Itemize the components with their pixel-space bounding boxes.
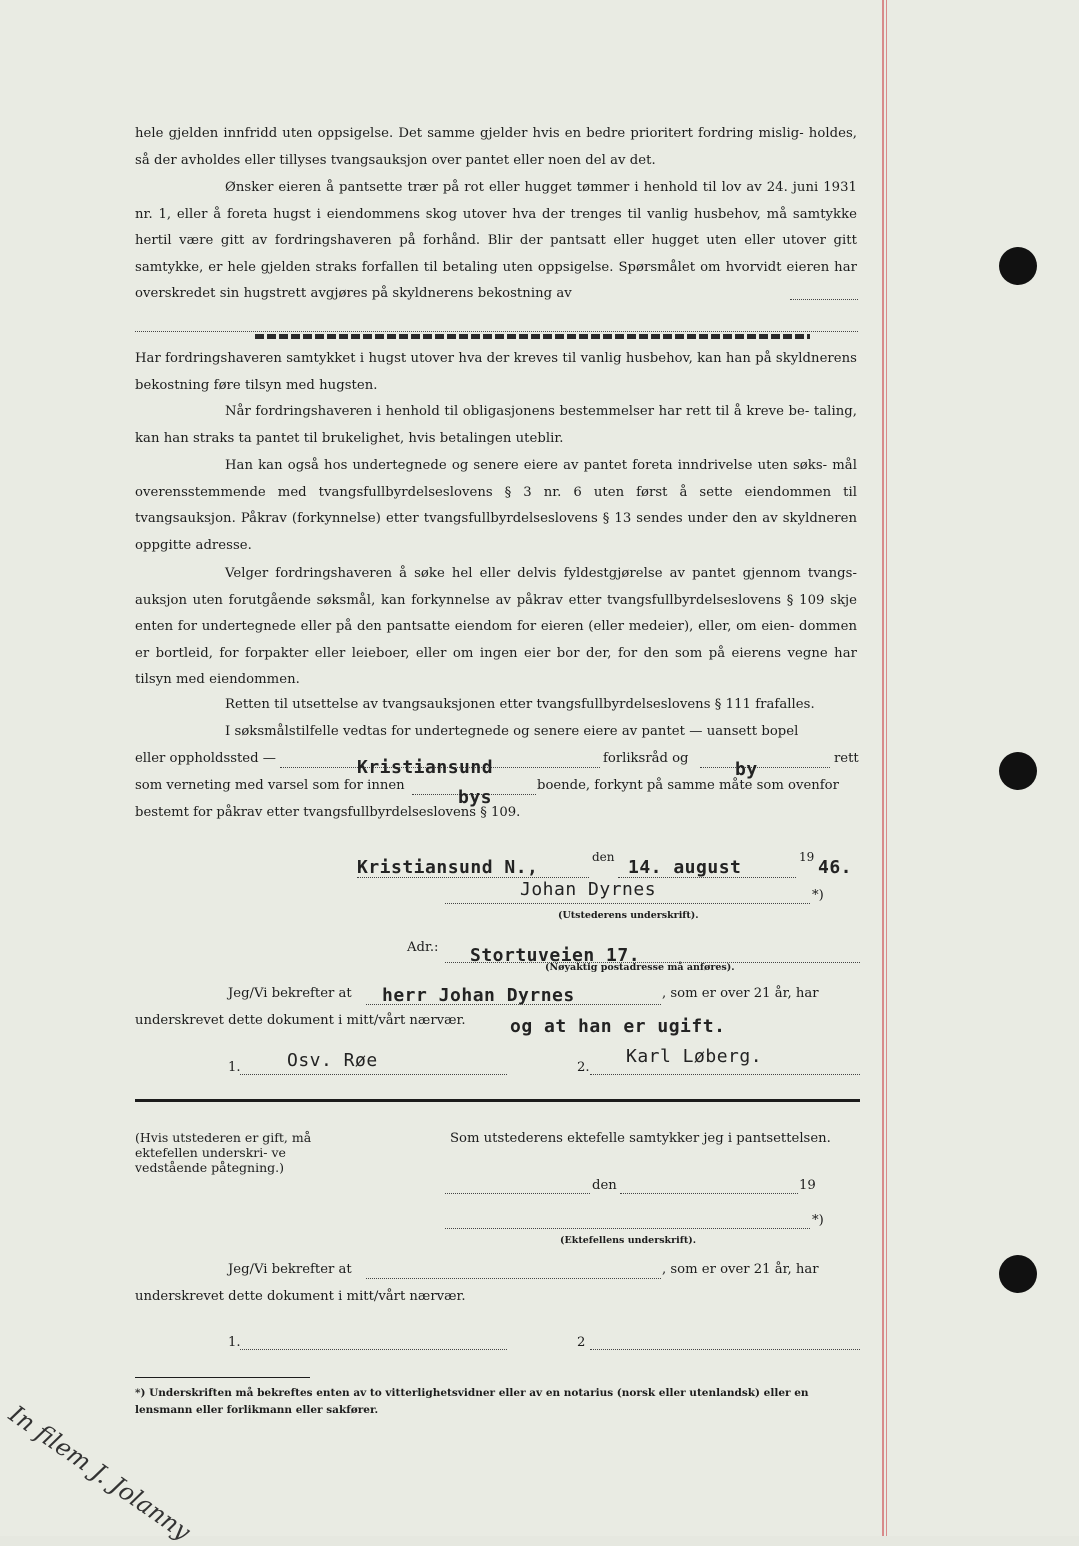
paragraph-5: Han kan også hos undertegnede og senere eiere av pantet foreta inndrivelse uten søks- mål overensstemmende med tvangsfullbyrdelseslovens § 3 nr. 6 uten først å sette eiendommen til tvangsauksjon. Påkrav (forkynnelse) etter tvangsfullbyrdelseslovens § 13 sendes under den av skyldneren oppgitte adresse. bbox=[135, 458, 857, 553]
typed-city: Kristiansund bbox=[357, 757, 494, 778]
typed-by: by bbox=[735, 759, 758, 780]
issuer-signature-caption: (Utstederens underskrift). bbox=[558, 910, 699, 921]
spouse-place-field bbox=[445, 1193, 590, 1194]
witness1-number-2: 2. bbox=[577, 1060, 590, 1075]
venue-suffix: rett bbox=[834, 751, 859, 766]
typed-address: Stortuveien 17. bbox=[470, 945, 641, 966]
witness1-tail: , som er over 21 år, har bbox=[662, 986, 819, 1001]
witness2-number-2: 2 bbox=[577, 1335, 586, 1350]
typed-place: Kristiansund N., bbox=[357, 857, 539, 878]
fill-line-hugst bbox=[790, 299, 858, 300]
typed-witnessed-person: herr Johan Dyrnes bbox=[382, 985, 575, 1006]
struck-line bbox=[255, 334, 810, 339]
spouse-consent: Som utstederens ektefelle samtykker jeg i pantsettelsen. bbox=[450, 1131, 831, 1146]
typed-issuer-name: Johan Dyrnes bbox=[520, 879, 657, 900]
venue-line-2-tail: boende, forkynt på samme måte som ovenfor bbox=[537, 778, 839, 793]
typed-witness-2: Karl Løberg. bbox=[626, 1046, 763, 1067]
margin-handwritten-note: In filem J. Jolanny bbox=[3, 1400, 196, 1546]
witness1-intro: Jeg/Vi bekrefter at bbox=[228, 986, 352, 1001]
paragraph-3: Har fordringshaveren samtykket i hugst utover hva der kreves til vanlig husbehov, kan han på skyldnerens bekostning føre tilsyn med hugsten. bbox=[135, 351, 857, 393]
section-divider bbox=[135, 1099, 860, 1102]
witness2-tail: , som er over 21 år, har bbox=[662, 1262, 819, 1277]
paragraph-2: Ønsker eieren å pantsette trær på rot eller hugget tømmer i henhold til lov av 24. juni 1931 nr. 1, eller å foreta hugst i eiendommens skog utover hva der trenges til vanlig husbehov, må samtykke hertil være gitt av fordringshaveren på forhånd. Blir der pantsatt eller hugget uten eller utover gitt samtykke, er hele gjelden straks forfallen til betaling uten oppsigelse. Spørsmålet om hvorvidt eieren har overskredet sin hugstrett avgjøres på skyldnerens bekostning av bbox=[135, 180, 857, 302]
margin-rule-2 bbox=[886, 0, 887, 1536]
den-label: den bbox=[592, 850, 615, 864]
paragraph-1: hele gjelden innfridd uten oppsigelse. Det samme gjelder hvis en bedre prioritert fordring mislig- holdes, så der avholdes eller tillyses tvangsauksjon over pantet eller noen del av det. bbox=[135, 126, 857, 168]
typed-date: 14. august bbox=[628, 857, 742, 878]
punch-hole-1 bbox=[999, 247, 1037, 285]
witness2-number-1: 1. bbox=[228, 1335, 241, 1350]
year-prefix: 19 bbox=[799, 850, 815, 864]
venue-mid: forliksråd og bbox=[603, 751, 689, 766]
paragraph-4: Når fordringshaveren i henhold til obligasjonens bestemmelser har rett til å kreve be- taling, kan han straks ta pantet til brukelighet, hvis betalingen uteblir. bbox=[135, 404, 857, 446]
typed-bys: bys bbox=[458, 787, 493, 808]
typed-extra-note: og at han er ugift. bbox=[510, 1016, 726, 1037]
date-field bbox=[618, 877, 796, 878]
venue-prefix: eller oppholdssted — bbox=[135, 751, 276, 766]
address-label: Adr.: bbox=[407, 940, 439, 955]
venue-line-3: bestemt for påkrav etter tvangsfullbyrdelseslovens § 109. bbox=[135, 805, 521, 820]
witnessed-person-field bbox=[366, 1004, 661, 1005]
punch-hole-2 bbox=[999, 752, 1037, 790]
footnote: *) Underskriften må bekreftes enten av to vitterlighetsvidner eller av en notarius (norsk eller utenlandsk) eller en lensmann eller forlikmann eller sakfører. bbox=[135, 1387, 809, 1416]
paragraph-8: I søksmålstilfelle vedtas for undertegnede og senere eiere av pantet — uansett bopel bbox=[225, 724, 799, 739]
spouse-year-prefix: 19 bbox=[799, 1178, 816, 1193]
witness2-intro: Jeg/Vi bekrefter at bbox=[228, 1262, 352, 1277]
spouse-date-field bbox=[620, 1193, 798, 1194]
witness1-number-1: 1. bbox=[228, 1060, 241, 1075]
footnote-rule bbox=[135, 1377, 310, 1378]
address-caption: (Nøyaktig postadresse må anføres). bbox=[545, 962, 735, 973]
witness2-line-1 bbox=[240, 1349, 507, 1350]
witness-1-line bbox=[240, 1074, 507, 1075]
spouse-signature-line bbox=[445, 1228, 810, 1229]
witness2-line-2: underskrevet dette dokument i mitt/vårt nærvær. bbox=[135, 1289, 466, 1304]
spouse-den: den bbox=[592, 1178, 617, 1193]
venue-field-2 bbox=[700, 767, 830, 768]
witness2-line-2-field bbox=[590, 1349, 860, 1350]
place-field bbox=[357, 877, 589, 878]
typed-year: 46. bbox=[818, 857, 853, 878]
spouse-star: *) bbox=[812, 1213, 824, 1228]
paragraph-7: Retten til utsettelse av tvangsauksjonen etter tvangsfullbyrdelseslovens § 111 frafalles. bbox=[225, 697, 815, 712]
fill-line-hugst-2 bbox=[135, 331, 858, 332]
witness1-line-2: underskrevet dette dokument i mitt/vårt nærvær. bbox=[135, 1013, 466, 1028]
issuer-star: *) bbox=[812, 888, 824, 903]
witness-2-line bbox=[590, 1074, 860, 1075]
margin-rule bbox=[882, 0, 884, 1536]
witness2-person-field bbox=[366, 1278, 661, 1279]
venue-line-2: som verneting med varsel som for innen bbox=[135, 778, 405, 793]
punch-hole-3 bbox=[999, 1255, 1037, 1293]
typed-witness-1: Osv. Røe bbox=[287, 1050, 378, 1071]
issuer-signature-line bbox=[445, 903, 810, 904]
spouse-signature-caption: (Ektefellens underskrift). bbox=[560, 1235, 697, 1246]
spouse-note: (Hvis utstederen er gift, må ektefellen underskri- ve vedstående påtegning.) bbox=[135, 1130, 312, 1175]
paragraph-6: Velger fordringshaveren å søke hel eller delvis fyldestgjørelse av pantet gjennom tvangs- auksjon uten forutgående søksmål, kan forkynnelse av påkrav etter tvangsfullbyrdelseslovens § 109 skje enten for undertegnede eller på den pantsatte eiendom for eieren (eller medeier), eller, om eien- dommen er bortleid, for forpakter eller leieboer, eller om ingen eier bor der, for den som på eierens vegne har tilsyn med eiendommen. bbox=[135, 566, 857, 688]
